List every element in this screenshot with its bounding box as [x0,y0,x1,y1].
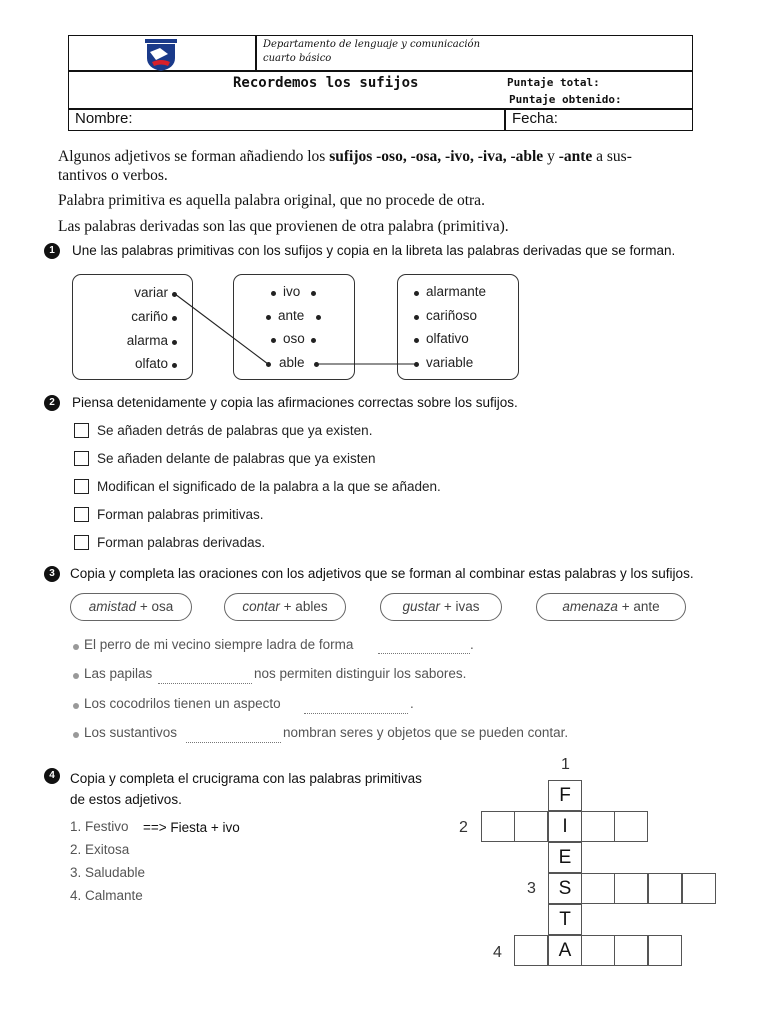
option-label: Se añaden detrás de palabras que ya existen. [97,423,373,438]
derivada-word: variable [426,355,474,370]
sentence-text: nos permiten distinguir los sabores. [254,666,467,681]
option-checkbox[interactable] [74,479,89,494]
question-2-number: 2 [44,395,60,411]
primitiva-word: cariño [131,309,168,324]
crossword-cell[interactable]: T [548,904,582,935]
crossword-cell[interactable] [614,811,648,842]
word-pill: amenaza + ante [536,593,686,621]
primitiva-word: variar [134,285,168,300]
primitiva-word: olfato [134,356,168,371]
crossword-cell[interactable] [581,935,615,966]
crossword-item: 2. Exitosa [70,842,130,857]
question-4-text: Copia y completa el crucigrama con las palabras primitivas de estos adjetivos. [70,771,422,807]
clue-number: 1 [561,756,570,773]
example-answer: ==> Fiesta + ivo [143,820,240,835]
clue-number: 3 [527,880,536,897]
crossword-item: 4. Calmante [70,888,143,903]
word-pill: contar + ables [224,593,346,621]
derivada-word: olfativo [426,331,469,346]
intro-paragraph-1: Algunos adjetivos se forman añadiendo los sufijos -oso, -osa, -ivo, -iva, -able y -ante a sus- tantivos o verbos. [58,148,632,184]
word-pill: amistad + osa [70,593,192,621]
crossword-cell[interactable] [648,873,682,904]
sentence-text: . [470,637,474,652]
bullet [73,644,79,650]
crossword-item: 3. Saludable [70,865,146,880]
sufijo-word: oso [283,331,305,346]
crossword-cell[interactable]: F [548,780,582,811]
clue-number: 2 [459,819,468,836]
clue-number: 4 [493,944,502,961]
option-checkbox[interactable] [74,507,89,522]
crossword-cell[interactable]: E [548,842,582,873]
sufijo-word: ante [278,308,305,323]
nombre-label: Nombre: [75,110,133,127]
page-title: Recordemos los sufijos [233,75,419,91]
question-3-text: Copia y completa las oraciones con los adjetivos que se forman al combinar estas palabras y los sufijos. [70,566,694,581]
crossword-cell[interactable]: S [548,873,582,904]
option-label: Se añaden delante de palabras que ya existen [97,451,376,466]
crossword-cell[interactable] [682,873,716,904]
crossword-item: 1. Festivo [70,819,129,834]
fecha-label: Fecha: [512,110,558,127]
sentence-text: Los cocodrilos tienen un aspecto [84,696,281,711]
bullet [73,732,79,738]
crossword-cell[interactable] [614,873,648,904]
answer-blank[interactable] [158,683,252,684]
crossword-cell[interactable]: A [548,935,582,966]
option-checkbox[interactable] [74,535,89,550]
answer-blank[interactable] [378,653,470,654]
crossword-cell[interactable] [581,811,615,842]
derivada-word: cariñoso [426,308,478,323]
sufijo-word: ivo [283,284,301,299]
sentence-text: El perro de mi vecino siempre ladra de forma [84,637,354,652]
question-1-number: 1 [44,243,60,259]
bullet [73,673,79,679]
crossword-cell[interactable] [514,935,548,966]
sufijo-word: able [279,355,305,370]
crossword-cell[interactable] [481,811,515,842]
sentence-text: Las papilas [84,666,153,681]
answer-blank[interactable] [186,742,281,743]
crossword-cell[interactable]: I [548,811,582,842]
question-2-text: Piensa detenidamente y copia las afirmaciones correctas sobre los sufijos. [72,395,518,410]
department-label: Departamento de lenguaje y comunicación cuarto básico [263,39,481,64]
option-checkbox[interactable] [74,451,89,466]
question-4-number: 4 [44,768,60,784]
derivada-word: alarmante [426,284,487,299]
sentence-text: nombran seres y objetos que se pueden contar. [283,725,569,740]
option-checkbox[interactable] [74,423,89,438]
matching-lines [0,0,768,400]
option-label: Modifican el significado de la palabra a la que se añaden. [97,479,441,494]
answer-blank[interactable] [304,713,408,714]
intro-paragraph-2: Palabra primitiva es aquella palabra original, que no procede de otra. [58,192,485,209]
question-1-text: Une las palabras primitivas con los sufijos y copia en la libreta las palabras derivadas que se forman. [72,243,676,258]
puntaje-total-label: Puntaje total: [507,76,600,89]
intro-paragraph-3: Las palabras derivadas son las que provienen de otra palabra (primitiva). [58,218,509,235]
crossword-cell[interactable] [648,935,682,966]
puntaje-obtenido-label: Puntaje obtenido: [509,93,622,106]
sentence-text: . [410,696,414,711]
sentence-text: Los sustantivos [84,725,178,740]
crossword-cell[interactable] [581,873,615,904]
crossword-cell[interactable] [614,935,648,966]
bullet [73,703,79,709]
crossword-cell[interactable] [514,811,548,842]
word-pill: gustar + ivas [380,593,502,621]
question-3-number: 3 [44,566,60,582]
option-label: Forman palabras primitivas. [97,507,264,522]
primitiva-word: alarma [126,333,168,348]
option-label: Forman palabras derivadas. [97,535,266,550]
